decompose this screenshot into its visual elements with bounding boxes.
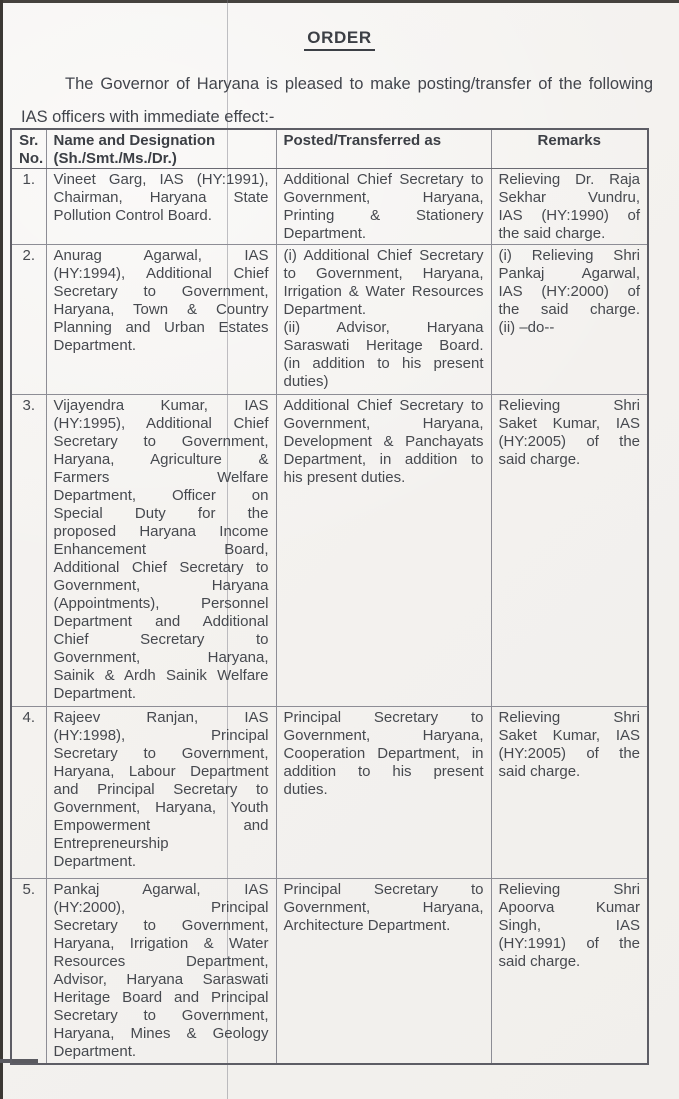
cell-name: Pankaj Agarwal, IAS (HY:2000), Principal Secretary to Government, Haryana, Irrigation & Water Resources Department, Advisor, Haryana Saraswati Heritage Board and Principal Secretary to Government, Haryana, Mines & Geology Department. — [46, 879, 276, 1064]
cell-remarks: Relieving Shri Saket Kumar, IAS (HY:2005) of the said charge. — [491, 395, 648, 707]
cell-sr: 5. — [11, 879, 46, 1064]
cell-posted: Additional Chief Secretary to Government, Haryana, Printing & Stationery Department. — [276, 169, 491, 245]
cell-posted: Principal Secretary to Government, Haryana, Cooperation Department, in addition to his present duties. — [276, 707, 491, 879]
cell-remarks: Relieving Shri Apoorva Kumar Singh, IAS (HY:1991) of the said charge. — [491, 879, 648, 1064]
cell-posted: (i) Additional Chief Secretary to Government, Haryana, Irrigation & Water Resources Department. (ii) Advisor, Haryana Saraswati Heritage Board. (in addition to his present duties) — [276, 245, 491, 395]
transfer-order-table — [10, 128, 649, 1065]
cell-remarks: (i) Relieving Shri Pankaj Agarwal, IAS (HY:2000) of the said charge. (ii) –do-- — [491, 245, 648, 395]
header-posted-transferred: Posted/Transferred as — [276, 129, 491, 169]
table-header-row — [11, 129, 648, 169]
table-row — [11, 395, 648, 707]
cell-sr: 3. — [11, 395, 46, 707]
cell-remarks: Relieving Dr. Raja Sekhar Vundru, IAS (HY:1990) of the said charge. — [491, 169, 648, 245]
cell-name: Rajeev Ranjan, IAS (HY:1998), Principal Secretary to Government, Haryana, Labour Department and Principal Secretary to Government, Haryana, Youth Empowerment and Entrepreneurship Department. — [46, 707, 276, 879]
header-name-designation: Name and Designation (Sh./Smt./Ms./Dr.) — [46, 129, 276, 169]
order-title: ORDER — [304, 28, 374, 51]
cell-posted: Additional Chief Secretary to Government, Haryana, Development & Panchayats Department, in addition to his present duties. — [276, 395, 491, 707]
cell-name: Anurag Agarwal, IAS (HY:1994), Additional Chief Secretary to Government, Haryana, Town & Country Planning and Urban Estates Department. — [46, 245, 276, 395]
scan-left-edge — [0, 0, 3, 1099]
cell-posted: Principal Secretary to Government, Haryana, Architecture Department. — [276, 879, 491, 1064]
cell-name: Vijayendra Kumar, IAS (HY:1995), Additional Chief Secretary to Government, Haryana, Agriculture & Farmers Welfare Department, Officer on Special Duty for the proposed Haryana Income Enhancement Board, Additional Chief Secretary to Government, Haryana (Appointments), Personnel Department and Additional Chief Secretary to Government, Haryana, Sainik & Ardh Sainik Welfare Department. — [46, 395, 276, 707]
header-remarks: Remarks — [491, 129, 648, 169]
scan-top-edge — [0, 0, 679, 3]
cell-name: Vineet Garg, IAS (HY:1991), Chairman, Haryana State Pollution Control Board. — [46, 169, 276, 245]
cell-sr: 2. — [11, 245, 46, 395]
table-row — [11, 169, 648, 245]
cell-sr: 1. — [11, 169, 46, 245]
table-row — [11, 245, 648, 395]
header-sr-no: Sr. No. — [11, 129, 46, 169]
table-row — [11, 879, 648, 1064]
cell-remarks: Relieving Shri Saket Kumar, IAS (HY:2005) of the said charge. — [491, 707, 648, 879]
title-row — [0, 28, 679, 51]
table-row — [11, 707, 648, 879]
intro-paragraph: The Governor of Haryana is pleased to make posting/transfer of the following IAS officers with immediate effect:- — [21, 75, 653, 126]
cell-sr: 4. — [11, 707, 46, 879]
